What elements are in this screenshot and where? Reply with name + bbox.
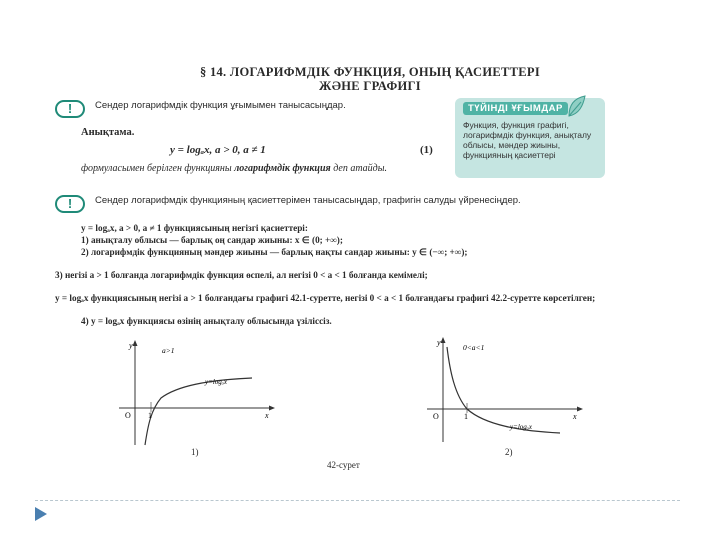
key-concepts-body: Функция, функция графигі, логарифмдік функция, анықталу облысы, мәндер жиыны, функцияның қасиеттері	[463, 120, 592, 160]
definition-text	[81, 163, 451, 174]
property-graph-note: y = logₐx функциясының негізі a > 1 болғандағы графигі 42.1-суретте, негізі 0 < a < 1 болғандағы графигі 42.2-суретте көрсетілген;	[55, 293, 596, 303]
graph2-origin: O	[433, 412, 439, 421]
graph1-caption: 1)	[191, 447, 199, 457]
key-concepts-heading: ТҮЙІНДІ ҰҒЫМДАР	[463, 102, 568, 115]
graph2-caption: 2)	[505, 447, 513, 457]
graph-increasing	[117, 340, 277, 450]
graph2-one: 1	[464, 412, 468, 421]
slide-divider	[35, 500, 680, 501]
title-line-2: ЖӘНЕ ГРАФИГІ	[319, 79, 421, 93]
property-1: 1) анықталу облысы — барлық оң сандар жиыны: x ∈ (0; +∞);	[81, 235, 343, 245]
leaf-icon	[565, 94, 587, 120]
graph2-condition: 0<a<1	[463, 343, 485, 352]
graph1-curve-label: y=logₐx	[205, 378, 227, 386]
figure-caption: 42-сурет	[327, 460, 360, 470]
property-2: 2) логарифмдік функцияның мәндер жиыны — барлық нақты сандар жиыны: y ∈ (−∞; +∞);	[81, 247, 468, 257]
definition-term: логарифмдік функция	[234, 163, 331, 174]
section-title	[115, 65, 625, 93]
graph1-x-label: x	[265, 411, 269, 420]
key-concepts-box	[455, 98, 605, 178]
formula-number: (1)	[420, 144, 433, 156]
graph1-one: 1	[148, 411, 152, 420]
definition-formula: y = logₐx, a > 0, a ≠ 1	[170, 144, 266, 156]
exclamation-icon: !	[55, 100, 85, 118]
property-3: 3) негізі a > 1 болғанда логарифмдік функция өспелі, ал негізі 0 < a < 1 болғанда кемімелі;	[55, 270, 428, 280]
intro-text-1: Сендер логарифмдік функция ұғымымен танысасыңдар.	[95, 100, 346, 111]
graph2-curve-label: y=logₐx	[510, 423, 532, 431]
triangle-right-icon[interactable]	[34, 506, 48, 522]
textbook-page	[55, 55, 670, 475]
graph1-condition: a>1	[162, 346, 175, 355]
graph2-x-label: x	[573, 412, 577, 421]
title-line-1: § 14. ЛОГАРИФМДІК ФУНКЦИЯ, ОНЫҢ ҚАСИЕТТЕРІ	[199, 65, 541, 79]
definition-part-2: деп атайды.	[333, 163, 387, 174]
definition-part-1: формуласымен берілген функцияны	[81, 163, 232, 174]
graph1-origin: O	[125, 411, 131, 420]
graph-decreasing	[425, 337, 585, 447]
graph2-y-label: y	[437, 338, 441, 347]
properties-heading: y = logₐx, a > 0, a ≠ 1 функциясының негізгі қасиеттері:	[81, 223, 308, 233]
property-4: 4) y = logₐx функциясы өзінің анықталу облысында үзіліссіз.	[81, 316, 332, 326]
exclamation-icon: !	[55, 195, 85, 213]
intro-text-2: Сендер логарифмдік функцияның қасиеттерімен танысасыңдар, графигін салуды үйренесіңдер.	[95, 195, 521, 206]
definition-label: Анықтама.	[81, 127, 135, 138]
graph1-y-label: y	[129, 341, 133, 350]
